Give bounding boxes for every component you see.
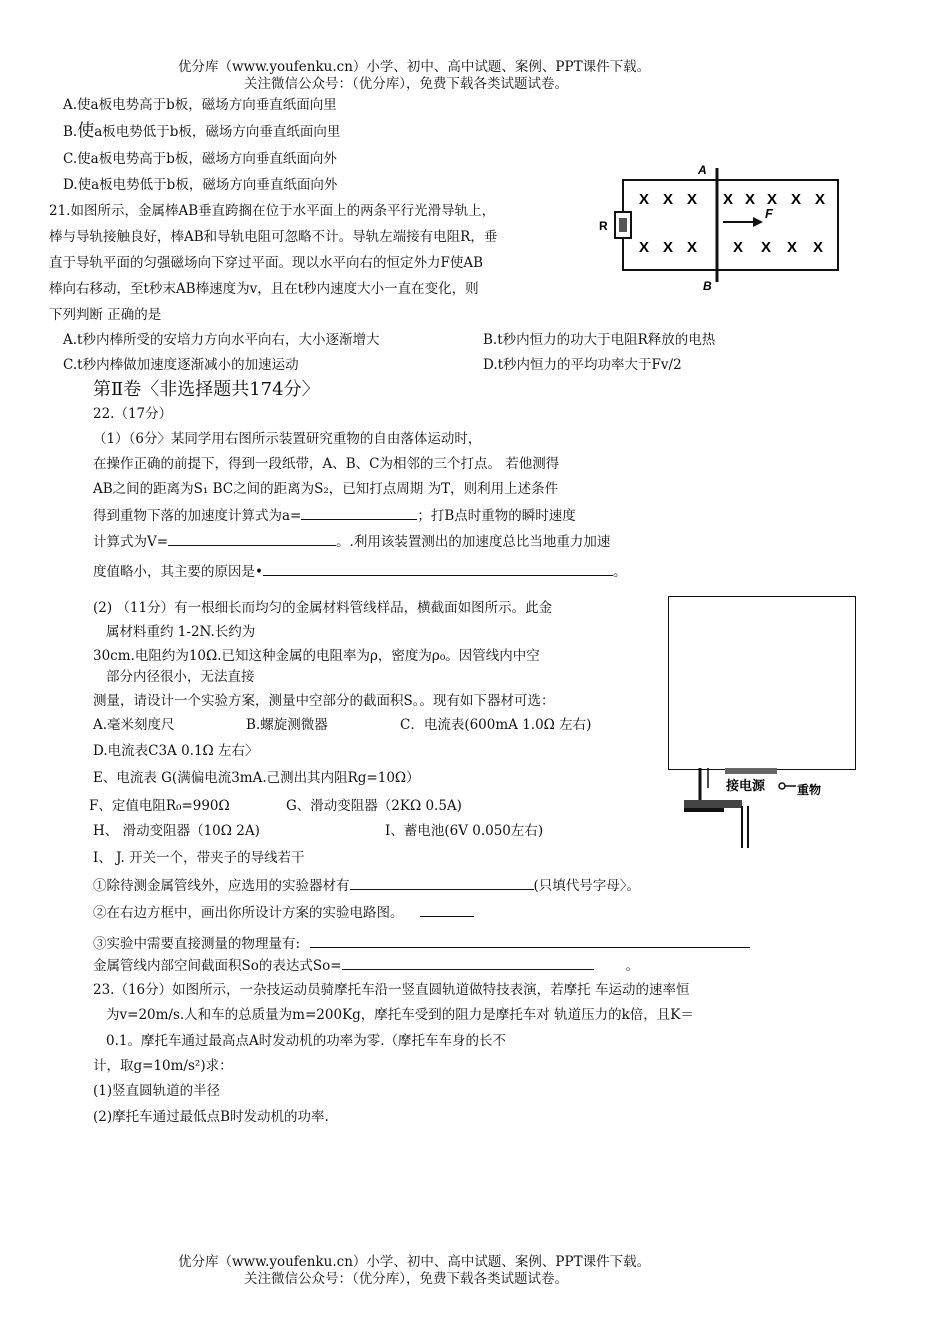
q20-option-a: A.使a板电势高于b板，磁场方向垂直纸面向里 xyxy=(63,97,337,113)
q22-p2-line-5: 测量，请设计一个实验方案，测量中空部分的截面积S。。现有如下器材可选： xyxy=(93,693,555,709)
q21-line-2: 棒与导轨接触良好，棒AB和导轨电阻可忽略不计。导轨左端接有电阻R，垂 xyxy=(49,229,498,245)
q20-option-d: D.使a板电势低于b板，磁场方向垂直纸面向外 xyxy=(63,177,338,193)
q22-p1-line-6a: 度值略小，其主要的原因是• xyxy=(93,564,263,580)
free-fall-apparatus-figure xyxy=(680,768,850,848)
footer-line-1: 优分库（www.youfenku.cn）小学、初中、高中试题、案例、PPT课件下载。 xyxy=(178,1254,651,1270)
blank-reason[interactable] xyxy=(263,562,613,576)
q22-p2-line-4: 部分内径很小，无法直接 xyxy=(106,669,255,685)
q22-p1-line-4 xyxy=(93,506,576,525)
field-cross: X xyxy=(815,191,826,208)
q20-option-c: C.使a板电势高于b板，磁场方向垂直纸面向外 xyxy=(63,151,337,167)
field-cross: X xyxy=(787,239,798,256)
q22-sub-1 xyxy=(93,876,640,895)
equipment-b: B.螺旋测微器 xyxy=(246,717,328,733)
q22-sub-3-text: ③实验中需要直接测量的物理量有: xyxy=(93,936,301,952)
q22-p1-line-5 xyxy=(93,532,610,551)
field-cross: X xyxy=(639,191,650,208)
q22-sub-2-text: ②在右边方框中，画出你所设计方案的实验电路图。 xyxy=(93,905,404,921)
blank-area-expression[interactable] xyxy=(342,956,594,970)
q21-label-a: A xyxy=(698,163,707,177)
field-cross: X xyxy=(761,239,772,256)
q22-p1-line-4a: 得到重物下落的加速度计算式为a= xyxy=(93,508,302,524)
footer-line-2: 关注微信公众号：（优分库），免费下载各类试题试卷。 xyxy=(244,1271,568,1287)
power-supply-label: 接电源 xyxy=(726,779,766,794)
equipment-e: E、电流表 G(满偏电流3mA.己测出其内阻Rg=10Ω） xyxy=(93,770,420,786)
q22-p2-line-1: (2) （11分）有一根细长而均匀的金属材料管线样品，横截面如图所示。此金 xyxy=(93,600,553,616)
q21-option-a: A.t秒内棒所受的安培力方向水平向右，大小逐渐增大 xyxy=(63,332,380,348)
q22-p1-line-2: 在操作正确的前提下，得到一段纸带，A、B、C为相邻的三个打点。 若他测得 xyxy=(93,456,560,472)
field-cross: X xyxy=(733,239,744,256)
section-2-title: 第Ⅱ卷〈非选择题共174分〉 xyxy=(93,379,320,400)
q22-p2-line-2: 属材料重约 1-2N.长约为 xyxy=(106,624,256,640)
field-cross: X xyxy=(813,239,824,256)
q22-sub-4 xyxy=(93,956,639,975)
circuit-answer-box[interactable] xyxy=(668,596,856,770)
q22-p1-line-6 xyxy=(93,562,626,581)
q20-option-b xyxy=(63,122,340,141)
blank-acceleration[interactable] xyxy=(301,506,417,520)
header-line-2: 关注微信公众号：（优分库），免费下载各类试题试卷。 xyxy=(244,76,568,92)
q22-head: 22.（17分） xyxy=(93,406,173,422)
equipment-f: F、定值电阻R₀=990Ω xyxy=(89,798,230,814)
q21-label-b: B xyxy=(703,279,712,293)
q22-p1-line-1: （1）（6分〉某同学用右图所示装置研究重物的自由落体运动时， xyxy=(93,431,482,447)
header-line-1: 优分库（www.youfenku.cn）小学、初中、高中试题、案例、PPT课件下载。 xyxy=(178,59,651,75)
q21-option-d: D.t秒内恒力的平均功率大于Fv/2 xyxy=(483,357,682,373)
equipment-j: I、 J. 开关一个，带夹子的导线若干 xyxy=(93,850,305,866)
field-cross: X xyxy=(687,191,698,208)
field-cross: X xyxy=(687,239,698,256)
q22-p1-line-6b: 。 xyxy=(612,564,627,580)
equipment-i: I、蓄电池(6V 0.050左右) xyxy=(385,823,544,839)
q22-p1-line-5b: 。.利用该装置测出的加速度总比当地重力加速 xyxy=(336,534,611,550)
q20-option-b-big: 使 xyxy=(77,121,95,141)
q21-line-4: 棒向右移动，至t秒末AB棒速度为v，且在t秒内速度大小一直在变化，则 xyxy=(49,281,479,297)
q22-sub-2 xyxy=(93,903,474,922)
q22-sub-4b: 。 xyxy=(625,958,640,974)
q21-circuit-figure xyxy=(595,160,845,295)
field-cross: X xyxy=(723,191,734,208)
q23-line-6: (2)摩托车通过最低点B时发动机的功率. xyxy=(93,1109,329,1125)
q22-sub-1a: ①除待测金属管线外，应选用的实验器材有 xyxy=(93,878,350,894)
q23-line-3: 0.1。摩托车通过最高点A时发动机的功率为零.（摩托车车身的长不 xyxy=(106,1033,507,1049)
q23-line-2: 为v=20m/s.人和车的总质量为m=200Kg，摩托车受到的阻力是摩托车对 轨道压力的k倍，且K＝ xyxy=(106,1007,694,1023)
blank-measured-quantities[interactable] xyxy=(310,934,750,948)
q21-label-r: R xyxy=(599,219,608,233)
q21-line-3: 直于导轨平面的匀强磁场向下穿过平面。现以水平向右的恒定外力F使AB xyxy=(49,255,484,271)
q23-line-5: (1)竖直圆轨道的半径 xyxy=(93,1083,221,1099)
q20-option-b-prefix: B. xyxy=(63,124,78,140)
equipment-h: H、 滑动变阻器（10Ω 2A) xyxy=(93,823,260,839)
q21-line-5: 下列判断 正确的是 xyxy=(49,307,162,323)
q22-p1-line-5a: 计算式为V= xyxy=(93,534,169,550)
field-cross: X xyxy=(767,191,778,208)
q22-sub-3 xyxy=(93,934,750,953)
equipment-g: G、滑动变阻器（2KΩ 0.5A) xyxy=(286,798,462,814)
q21-line-1: 21.如图所示，金属棒AB垂直跨搁在位于水平面上的两条平行光滑导轨上， xyxy=(49,203,496,219)
equipment-d: D.电流表C3A 0.1Ω 左右〉 xyxy=(93,743,259,759)
q22-p1-line-3: AB之间的距离为S₁ BC之间的距离为S₂，已知打点周期 为T，则利用上述条件 xyxy=(93,481,559,497)
field-cross: X xyxy=(791,191,802,208)
blank-equipment[interactable] xyxy=(350,876,534,890)
q20-option-b-rest: a板电势低于b板，磁场方向垂直纸面向里 xyxy=(94,124,341,140)
field-cross: X xyxy=(663,191,674,208)
field-cross: X xyxy=(663,239,674,256)
q22-p1-line-4b: ；打B点时重物的瞬时速度 xyxy=(417,508,576,524)
equipment-c: C．电流表(600mA 1.0Ω 左右) xyxy=(400,717,592,733)
q21-label-f: F xyxy=(765,206,773,221)
blank-velocity[interactable] xyxy=(168,532,336,546)
q22-p2-line-3: 30cm.电阻约为10Ω.已知这种金属的电阻率为ρ，密度为ρ₀。因管线内中空 xyxy=(93,648,540,664)
q23-line-1: 23.（16分）如图所示，一杂技运动员骑摩托车沿一竖直圆轨道做特技表演，若摩托 车运动的速率恒 xyxy=(93,982,690,998)
q21-option-c: C.t秒内棒做加速度逐渐减小的加速运动 xyxy=(63,357,299,373)
weight-label: 重物 xyxy=(797,783,822,797)
field-cross: X xyxy=(639,239,650,256)
blank-circuit[interactable] xyxy=(420,903,474,917)
equipment-a: A.毫米刻度尺 xyxy=(93,717,175,733)
field-cross: X xyxy=(745,191,756,208)
q22-sub-4a: 金属管线内部空间截面积So的表达式So= xyxy=(93,958,342,974)
q23-line-4: 计，取g=10m/s²)求： xyxy=(93,1058,233,1074)
q21-option-b: B.t秒内恒力的功大于电阻R释放的电热 xyxy=(483,332,716,348)
q22-sub-1b: (只填代号字母〉。 xyxy=(533,878,641,894)
